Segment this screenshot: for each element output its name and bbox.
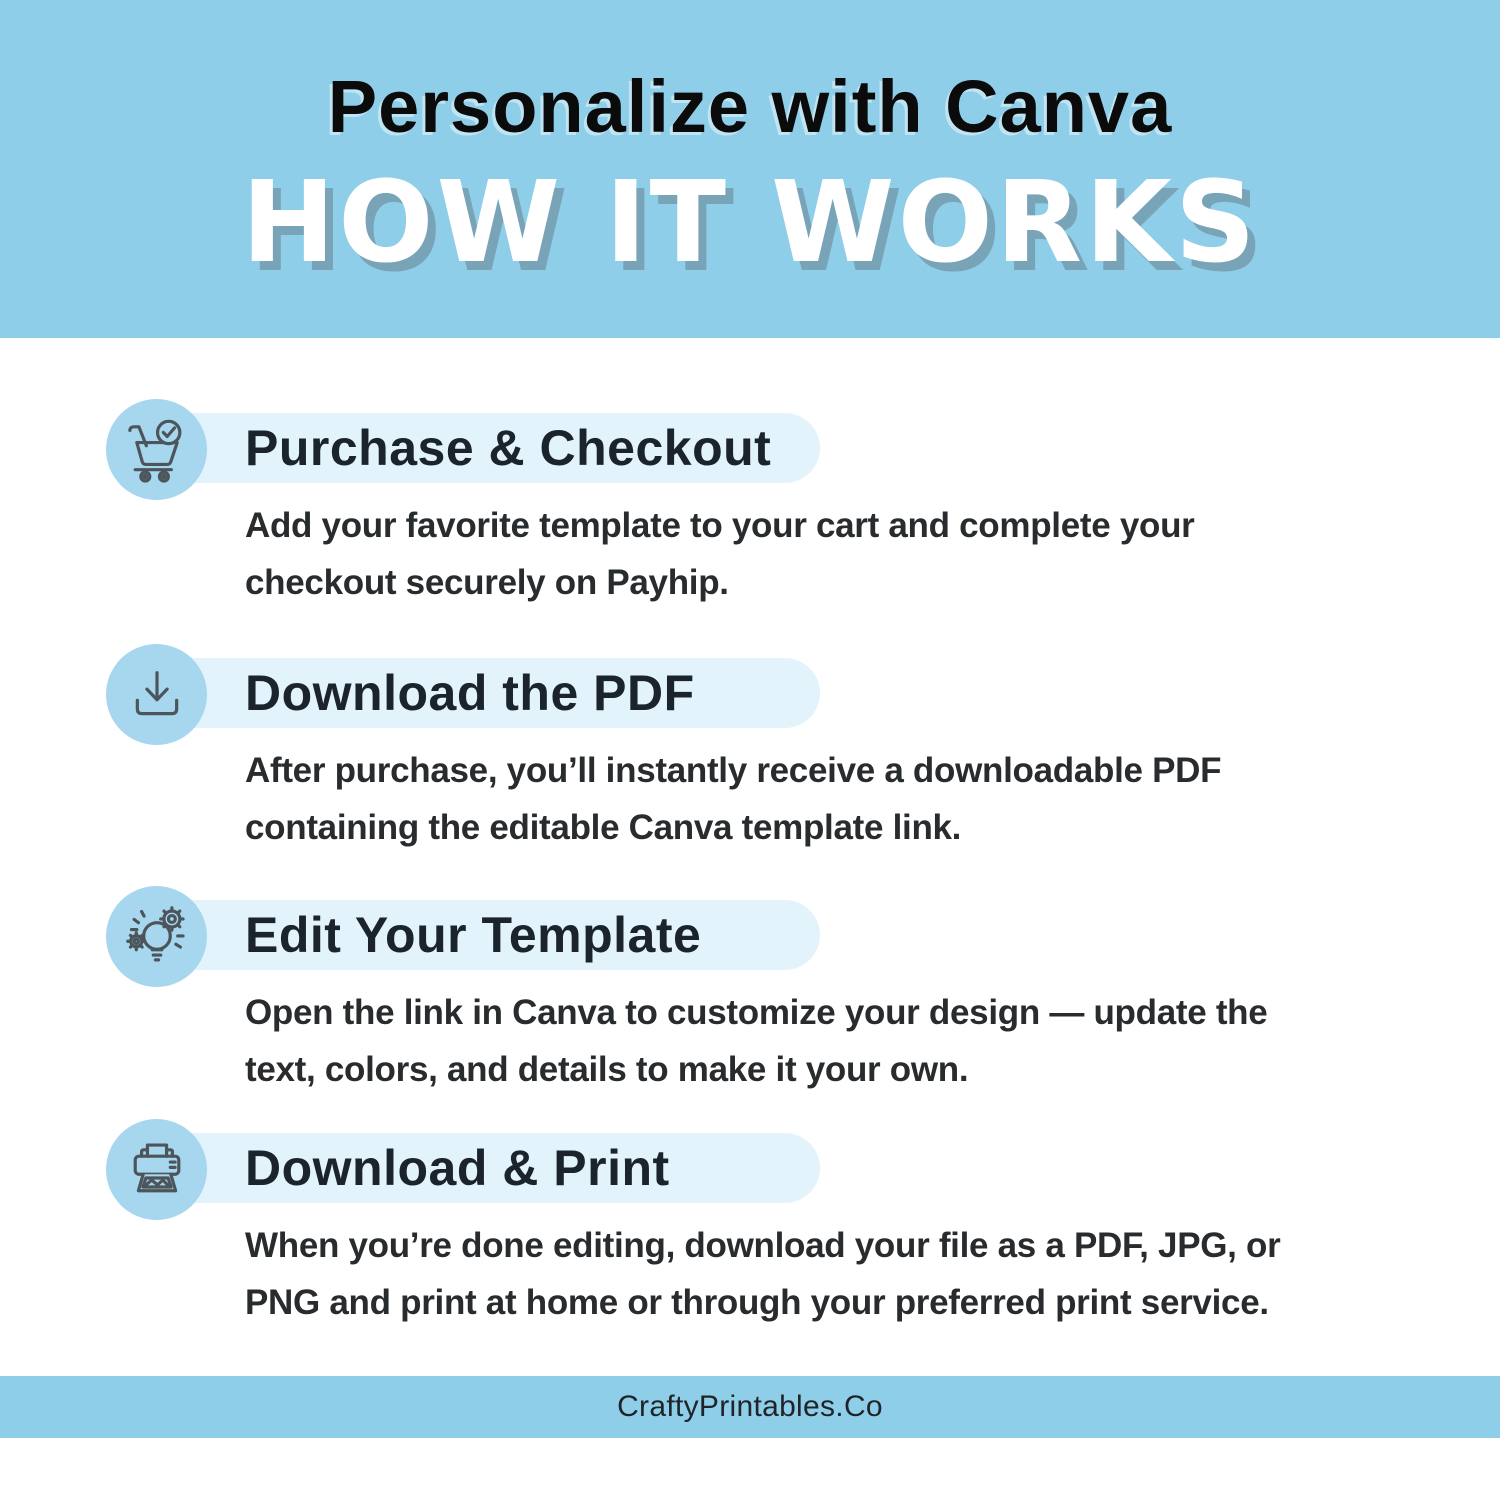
gear-lightbulb-icon — [123, 903, 191, 971]
description-line: After purchase, you’ll instantly receive a downloadable PDF — [245, 751, 1222, 790]
step-icon-badge — [106, 886, 207, 987]
description-line: containing the editable Canva template link. — [245, 808, 962, 847]
description-line: text, colors, and details to make it your own. — [245, 1050, 969, 1089]
step-icon-badge — [106, 1119, 207, 1220]
step-title: Purchase & Checkout — [245, 420, 772, 476]
step-download-print — [0, 1119, 1500, 1359]
step-description — [245, 984, 1267, 1098]
description-line: PNG and print at home or through your preferred print service. — [245, 1283, 1269, 1322]
footer-banner — [0, 1376, 1500, 1438]
page-title: HOW IT WORKS — [241, 158, 1259, 288]
step-title: Download the PDF — [245, 665, 695, 721]
step-description — [245, 742, 1221, 856]
description-line: checkout securely on Payhip. — [245, 563, 729, 602]
cart-check-icon — [123, 416, 191, 484]
brand-name: CraftyPrintables.Co — [617, 1390, 883, 1423]
step-download-pdf — [0, 644, 1500, 884]
step-title: Edit Your Template — [245, 907, 702, 963]
step-description — [245, 1217, 1280, 1331]
step-edit-template — [0, 886, 1500, 1126]
step-title: Download & Print — [245, 1140, 670, 1196]
step-icon-badge — [106, 644, 207, 745]
header-subtitle: Personalize with Canva — [327, 65, 1173, 148]
description-line: Add your favorite template to your cart and complete your — [245, 506, 1195, 545]
step-purchase-checkout — [0, 399, 1500, 639]
printer-icon — [123, 1136, 191, 1204]
description-line: When you’re done editing, download your file as a PDF, JPG, or — [245, 1226, 1281, 1265]
step-description — [245, 497, 1194, 611]
download-icon — [123, 661, 191, 729]
header-banner — [0, 0, 1500, 338]
step-icon-badge — [106, 399, 207, 500]
description-line: Open the link in Canva to customize your design — update the — [245, 993, 1268, 1032]
